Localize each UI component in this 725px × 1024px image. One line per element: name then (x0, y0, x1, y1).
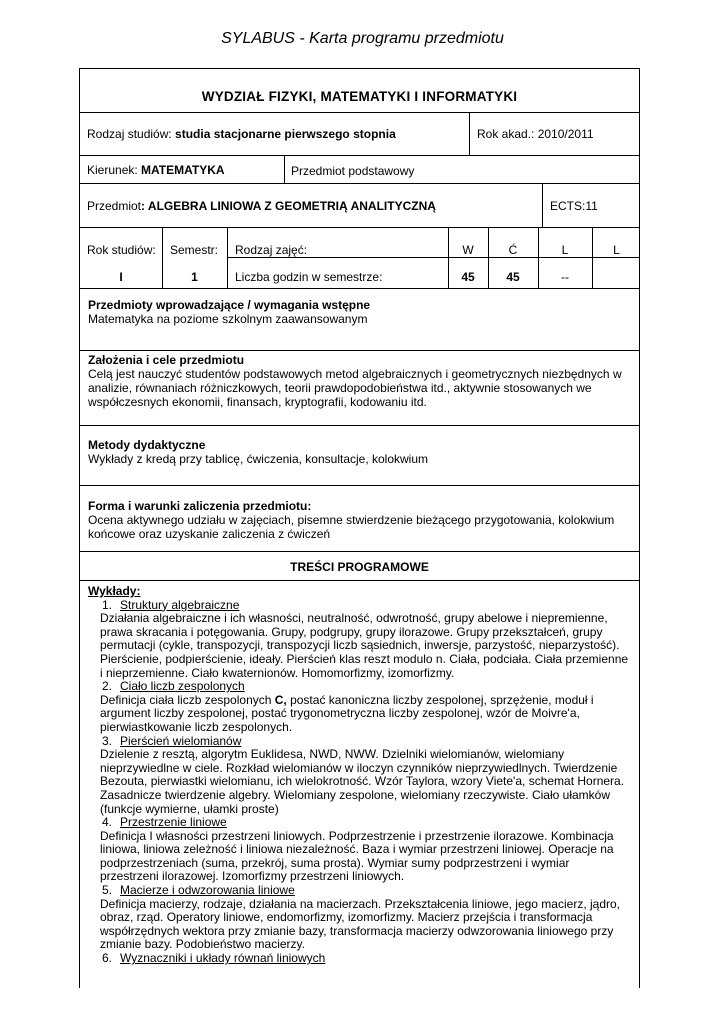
item-number: 1. (101, 597, 112, 612)
academic-year: Rok akad.: 2010/2011 (477, 127, 594, 141)
col-l2: L (613, 243, 620, 257)
schedule-row (80, 228, 639, 289)
hours-label: Liczba godzin w semestrze: (235, 270, 383, 284)
item-number: 6. (101, 951, 112, 966)
divider (542, 184, 543, 227)
goals-text: Celą jest nauczyć studentów podstawowych metod algebraicznych i geometrycznych niezbędnych w analizie, równaniach różniczkowych, teorii prawdopodobieństwa itd., aktywnie stosowanych we współczesnych ekonomii, finansach, kryptografii, kodowaniu itd. (88, 367, 622, 409)
prerequisites-section (80, 289, 639, 351)
document-title: SYLABUS - Karta programu przedmiotu (221, 30, 504, 47)
item-title: Wyznaczniki i układy równań liniowych (120, 951, 326, 966)
prerequisites-heading: Przedmioty wprowadzające / wymagania wstępne (88, 298, 371, 312)
direction (87, 163, 225, 177)
col-l1: L (561, 243, 569, 257)
item-number: 5. (101, 883, 112, 898)
list-item (88, 816, 629, 884)
prerequisites-text: Matematyka na poziome szkolnym zaawansowanym (88, 312, 368, 326)
methods-section (80, 426, 639, 486)
direction-value: MATEMATYKA (141, 163, 225, 177)
item-title: Ciało liczb zespolonych (120, 679, 245, 694)
item-number: 2. (101, 679, 112, 694)
item-text-start: Definicja ciała liczb zespolonych (100, 692, 275, 707)
divider (592, 228, 593, 288)
item-text: Działania algebraiczne i ich własności, neutralność, odwrotność, grupy abelowe i niepremienne, prawa skracania i potęgowania. Grupy, podgrupy, grupy ilorazowe. Grupy przekształceń, grupy permutacji (cykle, transpozycji, transpozycji liczb sąsiednich, inwersje, parzystość, nieparzystość). Pierścienie, podpierścienie, ideały. Pierścień klas reszt modulo n. Ciała, podciała. Ciała przemienne i nieprzemienne. Ciało kwaternionów. Homomorfizmy, izomorfizmy. (100, 611, 629, 680)
item-title: Przestrzenie liniowe (120, 815, 227, 830)
col-c: Ć (508, 243, 518, 257)
divider (284, 156, 285, 183)
direction-label: Kierunek: (87, 163, 142, 177)
semester-label: Semestr: (170, 243, 219, 257)
item-text-rest: postać kanoniczna liczby zespolonej, sprzężenie, moduł i argument liczby zespolonej, postać trygonometryczna liczby zespolonej, wzór de Moivre'a, pierwiastkowanie liczb zespolonych. (100, 692, 594, 734)
item-title: Pierścień wielomianów (120, 733, 242, 748)
syllabus-table (79, 68, 640, 988)
list-item (88, 735, 629, 817)
divider (227, 228, 228, 288)
assessment-section (80, 486, 639, 552)
item-text: Definicja I własności przestrzeni liniowych. Podprzestrzenie i przestrzenie ilorazowe. Kombinacja liniowa, liniowa zeleżność i liniowa niezależność. Baza i wymiar przestrzeni liniowej. Operacje na podprzestrzeniach (suma, przekrój, suma prosta). Wymiar sumy podprzestrzeni i wymiar przestrzeni ilorazowej. Izomorfizmy przestrzeni liniowych. (100, 828, 614, 884)
direction-row (80, 156, 639, 184)
w-value: 45 (461, 270, 475, 284)
c-value: 45 (506, 270, 520, 284)
program-content (80, 581, 639, 988)
study-type-label: Rodzaj studiów: (87, 127, 176, 141)
subject-row (80, 184, 639, 228)
faculty-row (80, 69, 639, 113)
divider (227, 257, 639, 258)
item-number: 3. (101, 733, 112, 748)
l1-value: -- (561, 270, 569, 284)
list-item (88, 599, 629, 681)
methods-text: Wykłady z kredą przy tablicę, ćwiczenia, konsultacje, kolokwium (88, 452, 429, 466)
subject (87, 199, 436, 213)
item-text (100, 694, 629, 735)
item-title: Struktury algebraiczne (120, 597, 240, 612)
complex-field-symbol: C, (274, 692, 287, 707)
item-title: Macierze i odwzorowania liniowe (120, 883, 295, 898)
list-item (88, 952, 629, 966)
year-label: Rok studiów: (87, 243, 156, 257)
divider (469, 113, 470, 155)
item-text: Definicja macierzy, rodzaje, działania na macierzach. Przekształcenia liniowe, jego macierz, jądro, obraz, rząd. Operatory liniowe, endomorfizmy, izomorfizmy. Macierz przejścia i transformacja współrzędnych wektora przy zmianie bazy, transformacja macierzy odwzorowania liniowego przy zmianie bazy. Podobieństwo macierzy. (100, 896, 621, 952)
item-number: 4. (101, 815, 112, 830)
assessment-text: Ocena aktywnego udziału w zajęciach, pisemne stwierdzenie bieżącego przygotowania, kolokwium końcowe oraz uzyskanie zaliczenia z ćwiczeń (88, 513, 615, 541)
assessment-heading: Forma i warunki zaliczenia przedmiotu: (88, 499, 312, 513)
list-item (88, 884, 629, 952)
year-value: I (119, 270, 123, 284)
program-heading: TREŚCI PROGRAMOWE (290, 560, 429, 574)
subject-value: : ALGEBRA LINIOWA Z GEOMETRIĄ ANALITYCZNĄ (141, 199, 436, 213)
goals-heading: Założenia i cele przedmiotu (88, 353, 245, 367)
study-type (87, 127, 396, 141)
col-w: W (462, 243, 474, 257)
lectures-label: Wykłady: (88, 584, 141, 598)
classes-label: Rodzaj zajęć: (235, 243, 308, 257)
semester-value: 1 (191, 270, 198, 284)
list-item (88, 680, 629, 734)
faculty-name: WYDZIAŁ FIZYKI, MATEMATYKI I INFORMATYKI (201, 89, 518, 104)
methods-heading: Metody dydaktyczne (88, 438, 206, 452)
ects: ECTS:11 (550, 199, 598, 213)
program-heading-row (80, 552, 639, 581)
goals-section (80, 351, 639, 426)
subject-label: Przedmiot (87, 199, 142, 213)
study-type-value: studia stacjonarne pierwszego stopnia (175, 127, 396, 141)
study-type-row (80, 113, 639, 156)
item-text: Dzielenie z resztą, algorytm Euklidesa, NWD, NWW. Dzielniki wielomianów, wielomiany nieprzywiedlne w ciele. Rozkład wielomianów w iloczyn czynników nieprzywiedlnych. Twierdzenie Bezouta, pierwiastki wielomianu, ich wielokrotność. Wzór Taylora, wzory Viete'a, schemat Hornera. Zasadnicze twierdzenie algebry. Wielomiany zespolone, wielomiany rzeczywiste. Ciało ułamków (funkcje wymierne, ułamki proste) (100, 747, 625, 816)
subject-type: Przedmiot podstawowy (291, 164, 415, 178)
